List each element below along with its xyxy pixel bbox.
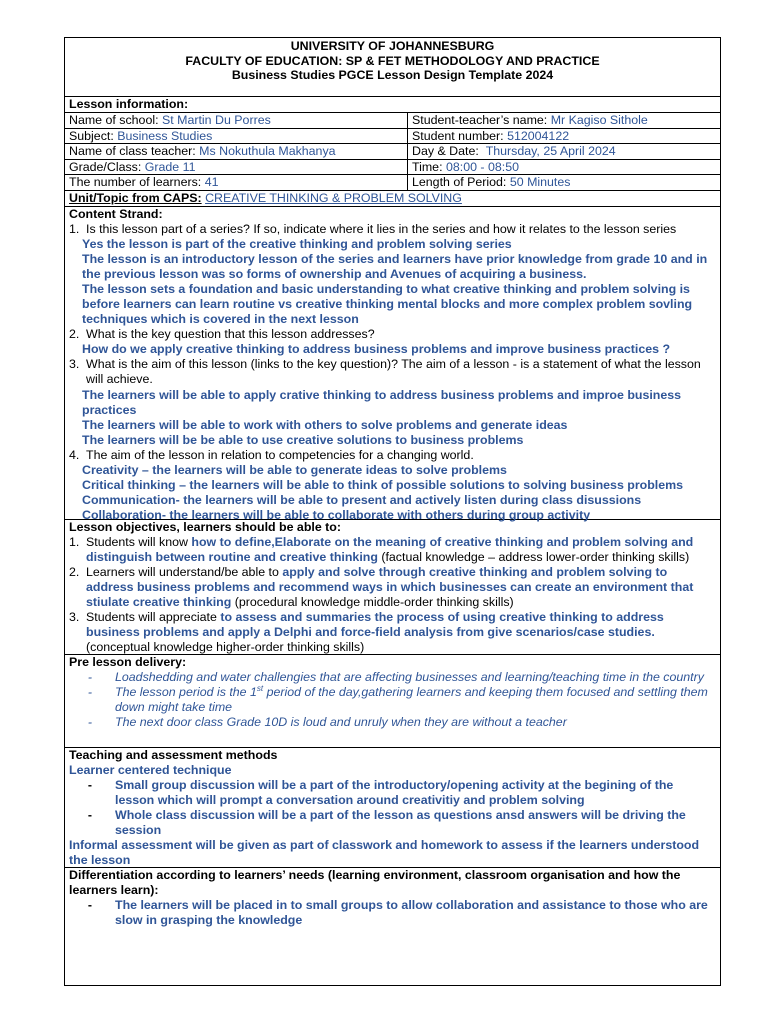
lesson-info-heading: Lesson information: bbox=[65, 97, 720, 113]
school-label: Name of school: bbox=[69, 113, 159, 127]
student-teacher-label: Student-teacher’s name: bbox=[412, 113, 548, 127]
objective-2: 2. Learners will understand/be able to apply and solve through creative thinking and problem solving to address business problems and recommend ways in which businesses can create an environment that stiulate creative thinking (procedural knowledge middle-order thinking skills) bbox=[69, 564, 694, 609]
school-value: St Martin Du Porres bbox=[161, 113, 271, 127]
q4-answer-2: Critical thinking – the learners will be able to think of possible solutions to solving business problems bbox=[82, 477, 684, 492]
objective-1: 1. Students will know how to define,Elaborate on the meaning of creative thinking and problem solving and distinguish between routine and creative thinking (factual knowledge – address lower-order thinking skills) bbox=[69, 534, 694, 564]
differentiation-bullet: - The learners will be placed in to small groups to allow collaboration and assistance to those who are slow in grasping the knowledge bbox=[87, 897, 708, 927]
info-row-class-teacher bbox=[65, 144, 720, 160]
pre-lesson-section bbox=[65, 655, 720, 748]
question-4: 4. The aim of the lesson in relation to competencies for a changing world. bbox=[69, 447, 474, 462]
info-row-subject bbox=[65, 129, 720, 145]
q1-answer-1: Yes the lesson is part of the creative thinking and problem solving series bbox=[82, 236, 512, 251]
informal-assessment: Informal assessment will be given as part of classwork and homework to assess if the learners understood the lesson bbox=[69, 837, 700, 867]
learners-value: 41 bbox=[204, 175, 219, 189]
teaching-methods-section bbox=[65, 748, 720, 868]
teaching-bullet: - Small group discussion will be a part of the introductory/opening activity at the begining of the lesson which will prompt a conversation around creativitiy and problem solving bbox=[87, 777, 674, 807]
time-value: 08:00 - 08:50 bbox=[445, 159, 520, 174]
content-strand-section bbox=[65, 207, 720, 520]
pre-lesson-item: - The next door class Grade 10D is loud and unruly when they are without a teacher bbox=[87, 714, 567, 729]
differentiation-heading: Differentiation according to learners’ needs (learning environment, classroom organisation and how the learners learn): bbox=[69, 867, 681, 897]
student-number-value: 512004122 bbox=[507, 128, 570, 143]
question-3: 3. What is the aim of this lesson (links to the key question)? The aim of a lesson - is a statement of what the lesson will achieve. bbox=[69, 356, 701, 386]
university-name: UNIVERSITY OF JOHANNESBURG bbox=[290, 39, 495, 53]
info-row-school bbox=[65, 113, 720, 129]
grade-value: Grade 11 bbox=[144, 159, 196, 174]
objective-3: 3. Students will appreciate to assess and summaries the process of using creative thinking to address business problems and apply a Delphi and force-field analysis from give scenarios/case studies.(conceptual knowledge higher-order thinking skills) bbox=[69, 609, 664, 654]
teaching-technique: Learner centered technique bbox=[69, 762, 232, 777]
faculty-name: FACULTY OF EDUCATION: SP & FET METHODOLOGY AND PRACTICE bbox=[185, 53, 600, 68]
period-value: 50 Minutes bbox=[509, 175, 571, 189]
grade-label: Grade/Class: bbox=[69, 159, 142, 174]
topic-value: CREATIVE THINKING & PROBLEM SOLVING bbox=[205, 190, 462, 205]
pre-lesson-item: - Loadshedding and water challengies that are affecting businesses and learning/teaching time in the country bbox=[87, 669, 704, 684]
q4-answer-3: Communication- the learners will be able to present and actively listen during class disussions bbox=[82, 492, 642, 507]
class-teacher-value: Ms Nokuthula Makhanya bbox=[199, 144, 336, 158]
lesson-objectives-section bbox=[65, 520, 720, 655]
q4-answer-4: Collaboration- the learners will be able to collaborate with others during group activity bbox=[82, 507, 591, 522]
info-row-grade bbox=[65, 160, 720, 176]
document-header bbox=[65, 38, 720, 97]
question-1: 1. Is this lesson part of a series? If so, indicate where it lies in the series and how it relates to the lesson series bbox=[69, 221, 677, 236]
template-title: Business Studies PGCE Lesson Design Template 2024 bbox=[231, 68, 554, 82]
subject-label: Subject: bbox=[69, 128, 114, 143]
q1-answer-2: The lesson is an introductory lesson of the series and learners have prior knowledge from grade 10 and in the previous lesson was so forms of ownership and Avenues of acquiring a business. bbox=[82, 251, 708, 281]
content-strand-heading: Content Strand: bbox=[69, 206, 163, 221]
q3-answer-1: The learners will be able to apply crative thinking to address business problems and improe business practices bbox=[82, 387, 682, 417]
q1-answer-3: The lesson sets a foundation and basic understanding to what creative thinking and problem solving is before learners can learn routine vs creative thinking mental blocks and more complex problem sovling techniques which is covered in the next lesson bbox=[82, 281, 693, 326]
teaching-bullet: - Whole class discussion will be a part of the lesson as questions ansd answers will be driving the session bbox=[87, 807, 686, 837]
day-date-value: Thursday, 25 April 2024 bbox=[485, 144, 616, 158]
class-teacher-label: Name of class teacher: bbox=[69, 144, 196, 158]
pre-lesson-item: - The lesson period is the 1st period of the day,gathering learners and keeping them focused and settling them down might take time bbox=[87, 683, 708, 714]
differentiation-section bbox=[65, 868, 720, 988]
q2-answer-1: How do we apply creative thinking to address business problems and improve business practices ? bbox=[82, 341, 671, 356]
period-label: Length of Period: bbox=[412, 175, 507, 189]
learners-label: The number of learners: bbox=[69, 175, 202, 189]
lesson-plan-document bbox=[64, 37, 721, 986]
objectives-heading: Lesson objectives, learners should be able to: bbox=[69, 519, 341, 534]
topic-label: Unit/Topic from CAPS: bbox=[69, 190, 202, 205]
topic-row bbox=[65, 191, 720, 207]
student-number-label: Student number: bbox=[412, 128, 504, 143]
student-teacher-value: Mr Kagiso Sithole bbox=[550, 113, 648, 127]
day-date-label: Day & Date: bbox=[412, 144, 479, 158]
teaching-heading: Teaching and assessment methods bbox=[69, 747, 278, 762]
subject-value: Business Studies bbox=[117, 128, 213, 143]
info-row-learners bbox=[65, 175, 720, 191]
time-label: Time: bbox=[412, 159, 443, 174]
q3-answer-3: The learners will be be able to use creative solutions to business problems bbox=[82, 432, 524, 447]
question-2: 2. What is the key question that this lesson addresses? bbox=[69, 326, 375, 341]
pre-lesson-heading: Pre lesson delivery: bbox=[69, 654, 187, 669]
q4-answer-1: Creativity – the learners will be able to generate ideas to solve problems bbox=[82, 462, 507, 477]
q3-answer-2: The learners will be able to work with others to solve problems and generate ideas bbox=[82, 417, 568, 432]
